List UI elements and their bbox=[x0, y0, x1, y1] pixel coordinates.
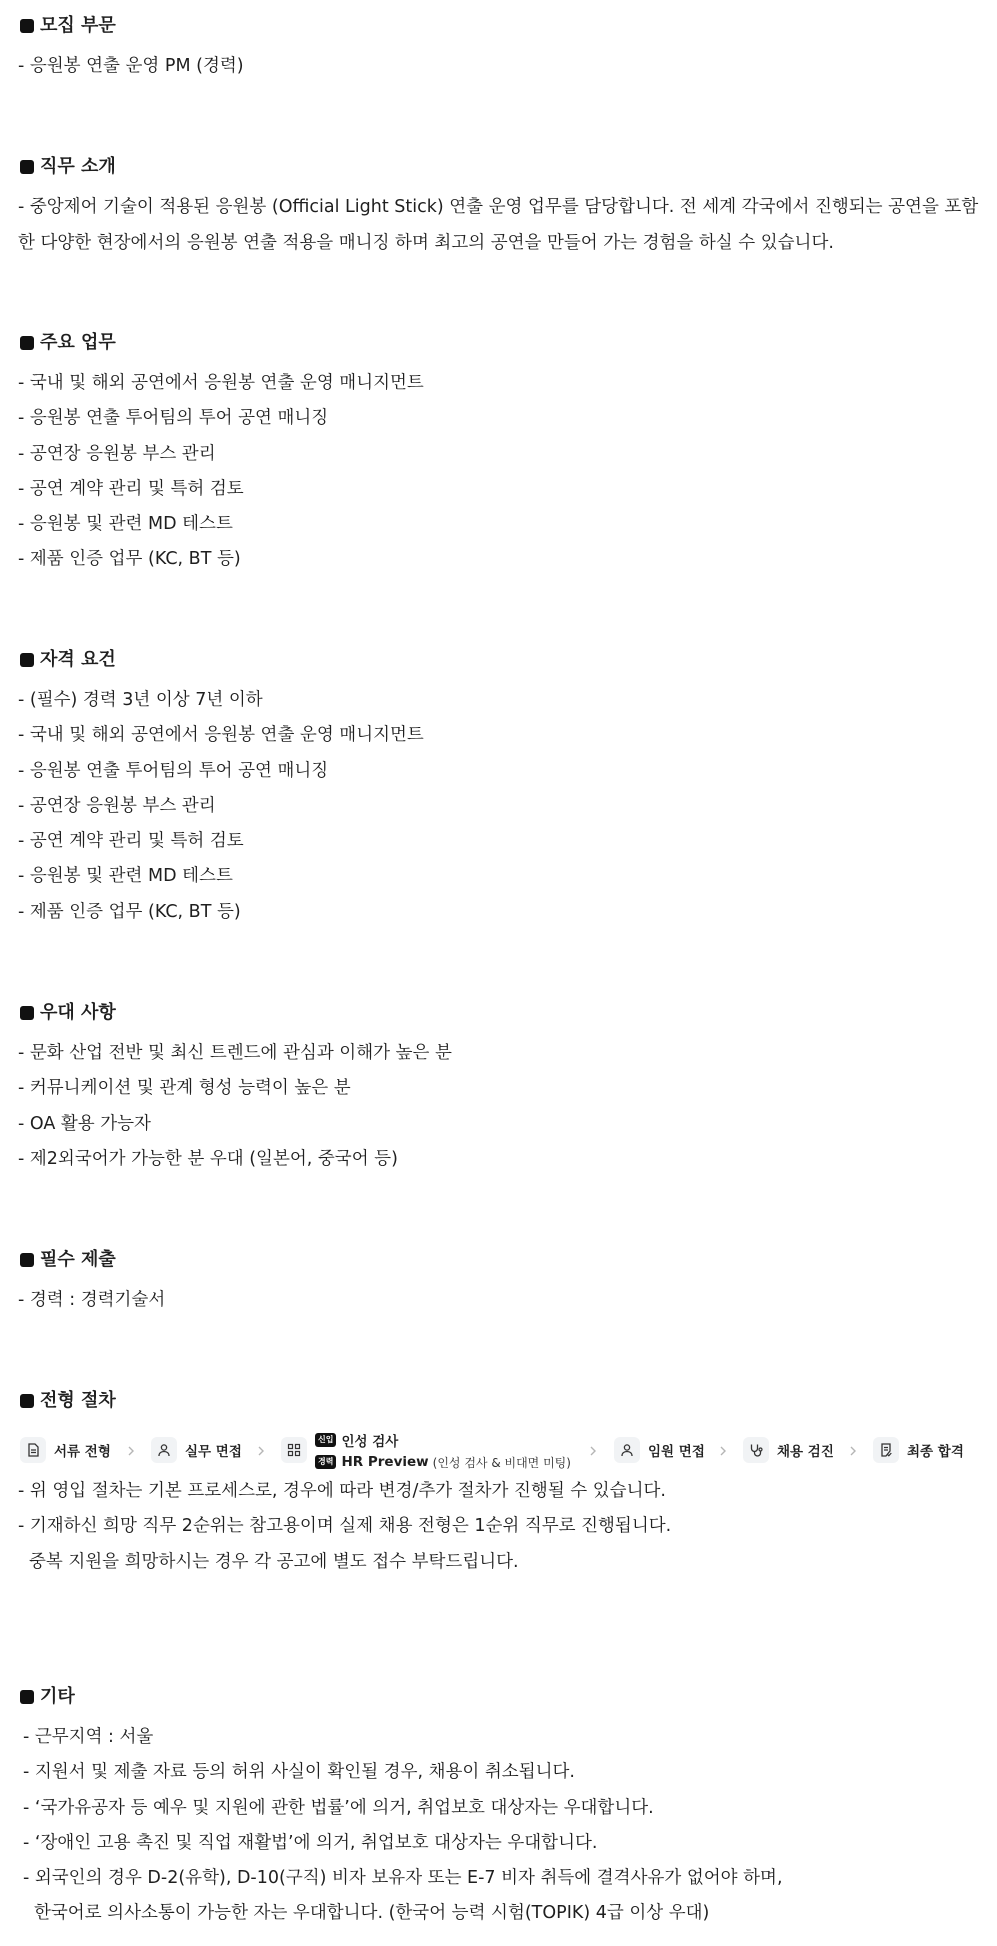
list-item: - 공연장 응원봉 부스 관리 bbox=[18, 795, 216, 816]
list-item: - 응원봉 연출 투어팀의 투어 공연 매니징 bbox=[18, 408, 329, 429]
section-title: 주요 업무 bbox=[20, 331, 116, 355]
square-bullet-icon bbox=[20, 336, 34, 350]
list-item: - 제품 인증 업무 (KC, BT 등) bbox=[18, 549, 241, 570]
list-item: - 기재하신 희망 직무 2순위는 참고용이며 실제 채용 전형은 1순위 직무로 진행됩니다. bbox=[18, 1516, 672, 1537]
list-item: - 응원봉 연출 투어팀의 투어 공연 매니징 bbox=[18, 760, 329, 781]
list-item: - 경력 : 경력기술서 bbox=[18, 1290, 166, 1310]
square-bullet-icon bbox=[20, 160, 34, 174]
experienced-badge: 경력 bbox=[315, 1455, 336, 1469]
newcomer-badge: 신입 bbox=[315, 1433, 336, 1447]
chevron-right-icon bbox=[588, 1443, 598, 1457]
section-title: 기타 bbox=[20, 1685, 75, 1709]
list-item: - 제품 인증 업무 (KC, BT 등) bbox=[18, 901, 241, 922]
list-item: - 제2외국어가 가능한 분 우대 (일본어, 중국어 등) bbox=[18, 1148, 398, 1169]
chevron-right-icon bbox=[126, 1443, 136, 1457]
list-item: - 근무지역 : 서울 bbox=[23, 1727, 154, 1747]
list-item: - 문화 산업 전반 및 최신 트렌드에 관심과 이해가 높은 분 bbox=[18, 1043, 452, 1063]
paragraph: - 중앙제어 기술이 적용된 응원봉 (Official Light Stick) 연출 운영 업무를 담당합니다. 전 세계 각국에서 진행되는 공연을 포함한 다양한 현장에서의 응원봉 연출 적용을 매니징 하며 최고의 공연을 만들어 가는 경험을 하실 수 있습니다. bbox=[18, 197, 979, 253]
process-step: 서류 전형 bbox=[20, 1428, 111, 1472]
document-icon bbox=[20, 1437, 46, 1463]
list-item: 한국어로 의사소통이 가능한 자는 우대합니다. (한국어 능력 시험(TOPIK) 4급 이상 우대) bbox=[34, 1903, 710, 1924]
person-icon bbox=[614, 1437, 640, 1463]
list-item: - 응원봉 연출 운영 PM (경력) bbox=[18, 56, 244, 76]
section-title: 우대 사항 bbox=[20, 1001, 116, 1025]
list-item: - (필수) 경력 3년 이상 7년 이하 bbox=[18, 690, 263, 710]
person-icon bbox=[151, 1437, 177, 1463]
list-item: - 응원봉 및 관련 MD 테스트 bbox=[18, 866, 233, 887]
section-title: 자격 요건 bbox=[20, 648, 116, 672]
list-item: - 공연장 응원봉 부스 관리 bbox=[18, 443, 216, 464]
square-bullet-icon bbox=[20, 1394, 34, 1408]
list-item: - OA 활용 가능자 bbox=[18, 1113, 151, 1134]
process-step: 임원 면접 bbox=[614, 1428, 705, 1472]
square-bullet-icon bbox=[20, 1253, 34, 1267]
section-title: 모집 부문 bbox=[20, 14, 116, 38]
process-step: 최종 합격 bbox=[873, 1428, 964, 1472]
square-bullet-icon bbox=[20, 19, 34, 33]
section-title: 필수 제출 bbox=[20, 1248, 116, 1272]
list-item: - 커뮤니케이션 및 관계 형성 능력이 높은 분 bbox=[18, 1078, 351, 1099]
section-title: 전형 절차 bbox=[20, 1389, 116, 1413]
list-item: - 국내 및 해외 공연에서 응원봉 연출 운영 매니지먼트 bbox=[18, 373, 424, 393]
process-steps bbox=[20, 1428, 979, 1472]
list-item: - 공연 계약 관리 및 특허 검토 bbox=[18, 831, 244, 852]
list-item: - 위 영입 절차는 기본 프로세스로, 경우에 따라 변경/추가 절차가 진행될 수 있습니다. bbox=[18, 1481, 666, 1501]
chevron-right-icon bbox=[718, 1443, 728, 1457]
list-item: - ‘장애인 고용 촉진 및 직업 재활법’에 의거, 취업보호 대상자는 우대합니다. bbox=[23, 1832, 598, 1853]
chevron-right-icon bbox=[848, 1443, 858, 1457]
square-bullet-icon bbox=[20, 1690, 34, 1704]
list-item: 중복 지원을 희망하시는 경우 각 공고에 별도 접수 부탁드립니다. bbox=[29, 1551, 519, 1572]
chevron-right-icon bbox=[256, 1443, 266, 1457]
square-bullet-icon bbox=[20, 1006, 34, 1020]
stethoscope-icon bbox=[743, 1437, 769, 1463]
grid-icon bbox=[281, 1437, 307, 1463]
process-step: 채용 검진 bbox=[743, 1428, 834, 1472]
process-step: 실무 면접 bbox=[151, 1428, 242, 1472]
process-step: 신입 인성 검사 경력 HR Preview (인성 검사 & 비대면 미팅) bbox=[281, 1428, 571, 1472]
list-item: - 지원서 및 제출 자료 등의 허위 사실이 확인될 경우, 채용이 취소됩니다. bbox=[23, 1762, 575, 1783]
checklist-icon bbox=[873, 1437, 899, 1463]
list-item: - 응원봉 및 관련 MD 테스트 bbox=[18, 514, 233, 535]
square-bullet-icon bbox=[20, 653, 34, 667]
section-title: 직무 소개 bbox=[20, 155, 116, 179]
list-item: - 외국인의 경우 D-2(유학), D-10(구직) 비자 보유자 또는 E-7 비자 취득에 결격사유가 없어야 하며, bbox=[23, 1868, 783, 1889]
list-item: - ‘국가유공자 등 예우 및 지원에 관한 법률’에 의거, 취업보호 대상자는 우대합니다. bbox=[23, 1797, 654, 1818]
list-item: - 공연 계약 관리 및 특허 검토 bbox=[18, 478, 244, 499]
list-item: - 국내 및 해외 공연에서 응원봉 연출 운영 매니지먼트 bbox=[18, 725, 424, 746]
